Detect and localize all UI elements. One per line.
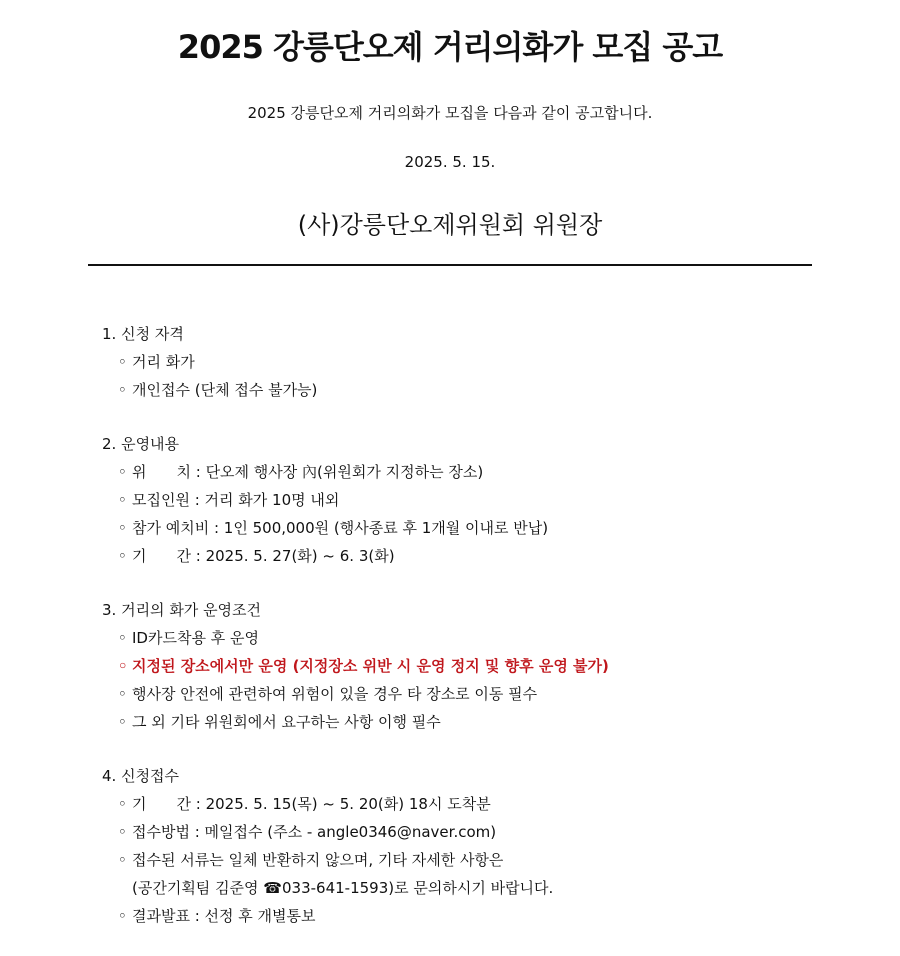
section-application xyxy=(102,762,862,930)
notice-issuer: (사)강릉단오제위원회 위원장 xyxy=(297,211,603,239)
section-operation xyxy=(102,430,862,570)
list-item-text: 행사장 안전에 관련하여 위험이 있을 경우 타 장소로 이동 필수 xyxy=(132,685,538,703)
bullet-icon: ◦ xyxy=(118,491,127,509)
list-item-text: 접수된 서류는 일체 반환하지 않으며, 기타 자세한 사항은 xyxy=(132,851,504,869)
bullet-icon: ◦ xyxy=(118,795,127,813)
divider-line xyxy=(88,264,812,266)
list-item xyxy=(102,790,862,818)
list-item-text: ID카드착용 후 운영 xyxy=(132,629,259,647)
list-item xyxy=(102,542,862,570)
section-eligibility xyxy=(102,320,862,404)
bullet-icon: ◦ xyxy=(118,629,127,647)
list-item-text: 모집인원 : 거리 화가 10명 내외 xyxy=(132,491,340,509)
list-item-text: 참가 예치비 : 1인 500,000원 (행사종료 후 1개월 이내로 반납) xyxy=(132,519,549,537)
list-item-text: 개인접수 (단체 접수 불가능) xyxy=(132,381,318,399)
section-conditions xyxy=(102,596,862,736)
bullet-icon: ◦ xyxy=(118,353,127,371)
list-item xyxy=(102,708,862,736)
list-item-highlight xyxy=(102,652,862,680)
list-item-text: 거리 화가 xyxy=(132,353,195,371)
list-item xyxy=(102,680,862,708)
list-item-text: 지정된 장소에서만 운영 (지정장소 위반 시 운영 정지 및 향후 운영 불가) xyxy=(132,657,609,675)
bullet-icon: ◦ xyxy=(118,519,127,537)
section-heading: 2. 운영내용 xyxy=(102,435,180,453)
bullet-icon: ◦ xyxy=(118,381,127,399)
bullet-icon: ◦ xyxy=(118,463,127,481)
bullet-icon: ◦ xyxy=(118,657,128,675)
list-item-text: 접수방법 : 메일접수 (주소 - angle0346@naver.com) xyxy=(132,823,497,841)
list-item xyxy=(102,818,862,846)
list-item-text: 위 치 : 단오제 행사장 內(위원회가 지정하는 장소) xyxy=(132,463,484,481)
notice-intro: 2025 강릉단오제 거리의화가 모집을 다음과 같이 공고합니다. xyxy=(247,104,653,122)
notice-title: 2025 강릉단오제 거리의화가 모집 공고 xyxy=(177,28,723,66)
notice-date: 2025. 5. 15. xyxy=(404,153,496,171)
list-item-text: 그 외 기타 위원회에서 요구하는 사항 이행 필수 xyxy=(132,713,441,731)
list-item-text: (공간기획팀 김준영 ☎033-641-1593)로 문의하시기 바랍니다. xyxy=(132,879,554,897)
list-item xyxy=(102,624,862,652)
list-item xyxy=(102,376,862,404)
section-heading: 3. 거리의 화가 운영조건 xyxy=(102,601,262,619)
list-item xyxy=(102,458,862,486)
bullet-icon: ◦ xyxy=(118,851,127,869)
list-item xyxy=(102,514,862,542)
list-item-continuation xyxy=(102,874,862,902)
list-item-text: 기 간 : 2025. 5. 27(화) ~ 6. 3(화) xyxy=(132,547,395,565)
notice-sections xyxy=(102,320,862,956)
list-item xyxy=(102,348,862,376)
list-item xyxy=(102,486,862,514)
section-heading: 4. 신청접수 xyxy=(102,767,180,785)
bullet-icon: ◦ xyxy=(118,823,127,841)
list-item xyxy=(102,846,862,874)
list-item-text: 기 간 : 2025. 5. 15(목) ~ 5. 20(화) 18시 도착분 xyxy=(132,795,491,813)
bullet-icon: ◦ xyxy=(118,713,127,731)
bullet-icon: ◦ xyxy=(118,907,127,925)
bullet-icon: ◦ xyxy=(118,685,127,703)
bullet-icon: ◦ xyxy=(118,547,127,565)
list-item-text: 결과발표 : 선정 후 개별통보 xyxy=(132,907,316,925)
section-heading: 1. 신청 자격 xyxy=(102,325,184,343)
list-item xyxy=(102,902,862,930)
